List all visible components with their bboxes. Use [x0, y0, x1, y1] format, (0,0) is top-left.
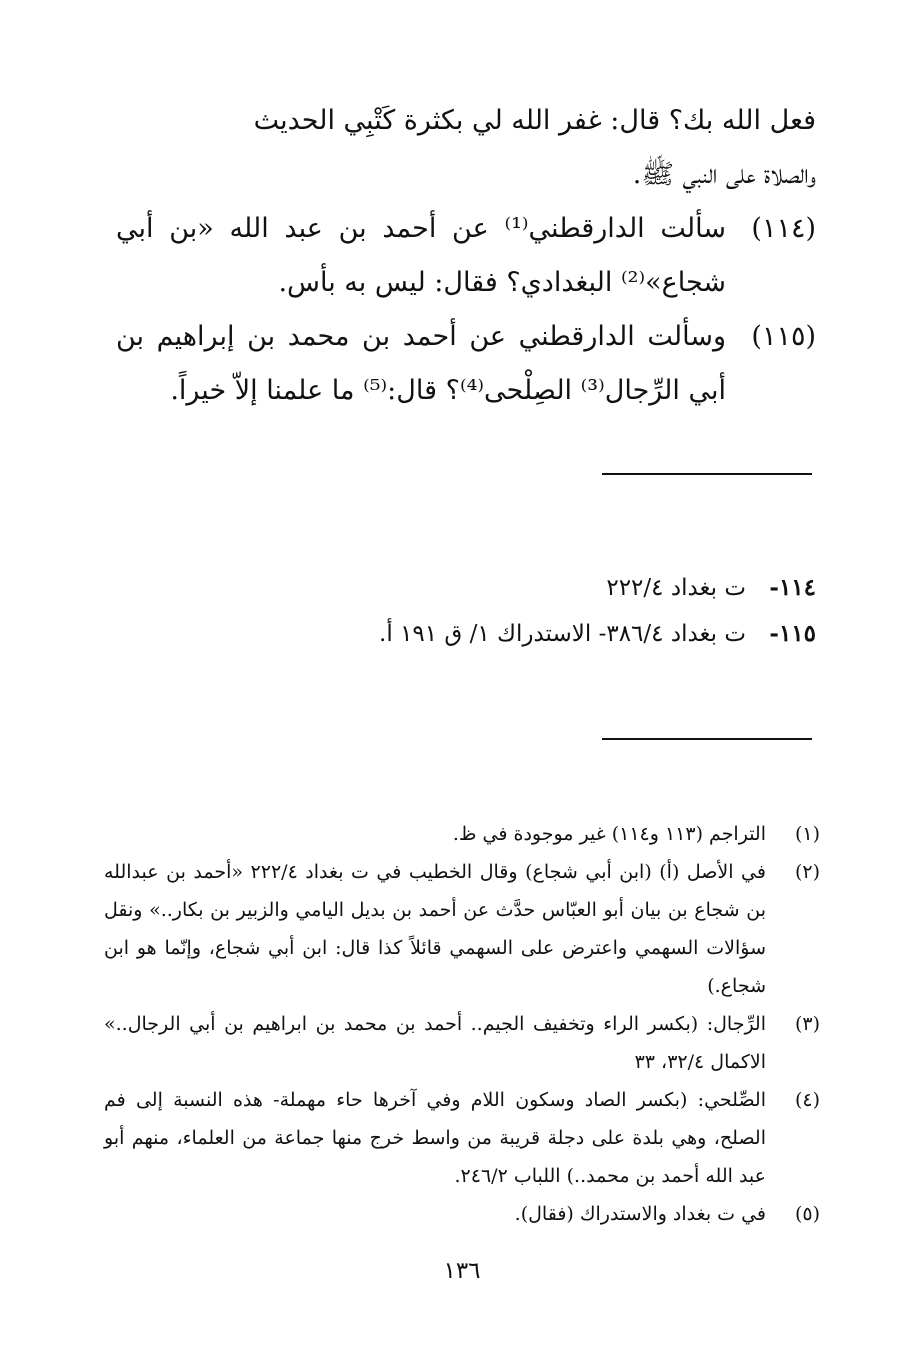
- intro-line-1: فعل الله بك؟ قال: غفر الله لي بكثرة كَتْبِي الحديث: [253, 105, 816, 136]
- footnote-text: الصِّلحي: (بكسر الصاد وسكون اللام وفي آخرها حاء مهملة- هذه النسبة إلى فم الصلح، وهي بلدة على دجلة قريبة من واسط خرج منها جماعة من العلماء، منهم أبو عبد الله أحمد بن محمد..) اللباب ٢٤٦/٢.: [104, 1089, 766, 1187]
- entry-text: سألت الدارقطني⁽¹⁾ عن أحمد بن عبد الله «بن أبي شجاع»⁽²⁾ البغدادي؟ فقال: ليس به بأس.: [116, 213, 726, 298]
- reference-number: ١١٥-: [769, 620, 816, 647]
- footnote: [104, 815, 820, 853]
- footnote-number: (٣): [794, 1013, 820, 1035]
- separator-rule: [602, 473, 812, 475]
- main-text: [116, 94, 816, 418]
- entry-number: (١١٤): [751, 213, 816, 244]
- footnote-number: (٤): [794, 1089, 820, 1111]
- reference-text: ت بغداد ٣٨٦/٤- الاستدراك ١/ ق ١٩١ أ.: [379, 621, 746, 647]
- footnote-text: في الأصل (أ) (ابن أبي شجاع) وقال الخطيب في ت بغداد ٢٢٢/٤ «أحمد بن عبدالله بن شجاع بن بيان أبو العبّاس حدَّث عن أحمد بن بديل اليامي والزبير بن بكار..» ونقل سؤالات السهمي واعترض على السهمي قائلاً كذا قال: ابن أبي شجاع، وإنّما هو ابن شجاع.): [104, 861, 766, 997]
- footnote-number: (٢): [794, 861, 820, 883]
- intro-line-2: والصلاة على النبي ﷺ.: [632, 159, 816, 190]
- footnote-number: (١): [794, 823, 820, 845]
- footnote-text: التراجم (١١٣ و١١٤) غير موجودة في ظ.: [452, 823, 766, 845]
- references-section: [116, 565, 816, 657]
- footnote-text: في ت بغداد والاستدراك (فقال).: [514, 1203, 766, 1225]
- reference-number: ١١٤-: [769, 574, 816, 601]
- footnote: [104, 1081, 820, 1195]
- footnotes-section: [104, 815, 820, 1233]
- entry-text: وسألت الدارقطني عن أحمد بن محمد بن إبراهيم بن أبي الرِّجال⁽³⁾ الصِلْحى⁽⁴⁾؟ قال:⁽⁵⁾ ما علمنا إلاّ خيراً.: [116, 321, 726, 406]
- entry-115: [116, 310, 816, 418]
- footnote: [104, 1005, 820, 1081]
- footnote: [104, 853, 820, 1005]
- entry-114: [116, 202, 816, 310]
- entry-number: (١١٥): [751, 321, 816, 352]
- reference-row: [116, 611, 816, 657]
- reference-text: ت بغداد ٢٢٢/٤: [606, 575, 746, 601]
- footnote-number: (٥): [794, 1203, 820, 1225]
- page-number: ١٣٦: [443, 1258, 481, 1284]
- footnote: [104, 1195, 820, 1233]
- reference-row: [116, 565, 816, 611]
- footnote-text: الرِّجال: (بكسر الراء وتخفيف الجيم.. أحمد بن محمد بن ابراهيم بن أبي الرجال..» الاكمال ٣٢/٤، ٣٣: [104, 1013, 766, 1073]
- separator-rule: [602, 738, 812, 740]
